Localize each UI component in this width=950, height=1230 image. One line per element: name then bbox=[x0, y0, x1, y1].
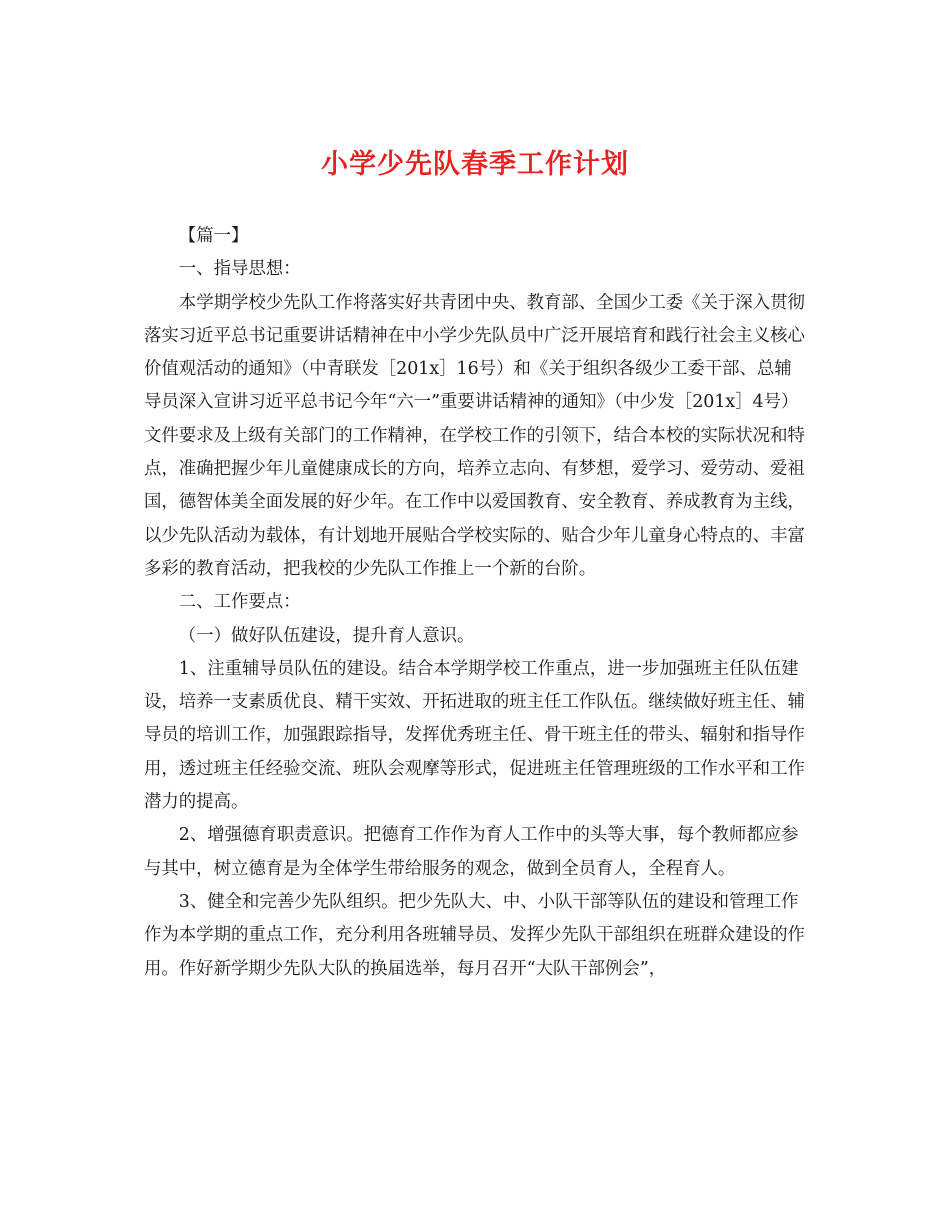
paragraph-item-2: 2、增强德育职责意识。把德育工作作为育人工作中的头等大事，每个教师都应参与其中，树立德育是为全体学生带给服务的观念，做到全员育人，全程育人。 bbox=[144, 825, 799, 879]
section-label: 【篇一】 bbox=[178, 226, 249, 246]
paragraph-item-1: 1、注重辅导员队伍的建设。结合本学期学校工作重点，进一步加强班主任队伍建设，培养一支素质优良、精干实效、开拓进取的班主任工作队伍。继续做好班主任、辅导员的培训工作，加强跟踪指导，发挥优秀班主任、骨干班主任的带头、辐射和指导作用，透过班主任经验交流、班队会观摩等形式，促进班主任管理班级的工作水平和工作潜力的提高。 bbox=[144, 658, 805, 813]
document-title: 小学少先队春季工作计划 bbox=[321, 149, 629, 180]
document-body bbox=[144, 220, 809, 986]
paragraph-guiding-thought: 本学期学校少先队工作将落实好共青团中央、教育部、全国少工委《关于深入贯彻落实习近平总书记重要讲话精神在中小学少先队员中广泛开展培育和践行社会主义核心价值观活动的通知》（中青联发［201x］16号）和《关于组织各级少工委干部、总辅导员深入宣讲习近平总书记今年“六一”重要讲话精神的通知》（中少发［201x］4号）文件要求及上级有关部门的工作精神，在学校工作的引领下，结合本校的实际状况和特点，准确把握少年儿童健康成长的方向，培养立志向、有梦想，爱学习、爱劳动、爱祖国，德智体美全面发展的好少年。在工作中以爱国教育、安全教育、养成教育为主线，以少先队活动为载体，有计划地开展贴合学校实际的、贴合少年儿童身心特点的、丰富多彩的教育活动，把我校的少先队工作推上一个新的台阶。 bbox=[144, 292, 805, 579]
paragraph-item-3: 3、健全和完善少先队组织。把少先队大、中、小队干部等队伍的建设和管理工作作为本学期的重点工作，充分利用各班辅导员、发挥少先队干部组织在班群众建设的作用。作好新学期少先队大队的换届选举，每月召开“大队干部例会”， bbox=[144, 891, 805, 979]
heading-work-points: 二、工作要点： bbox=[178, 592, 301, 613]
heading-guiding-thought: 一、指导思想： bbox=[178, 259, 301, 280]
sub-heading-team-building: （一）做好队伍建设，提升育人意识。 bbox=[178, 625, 475, 646]
